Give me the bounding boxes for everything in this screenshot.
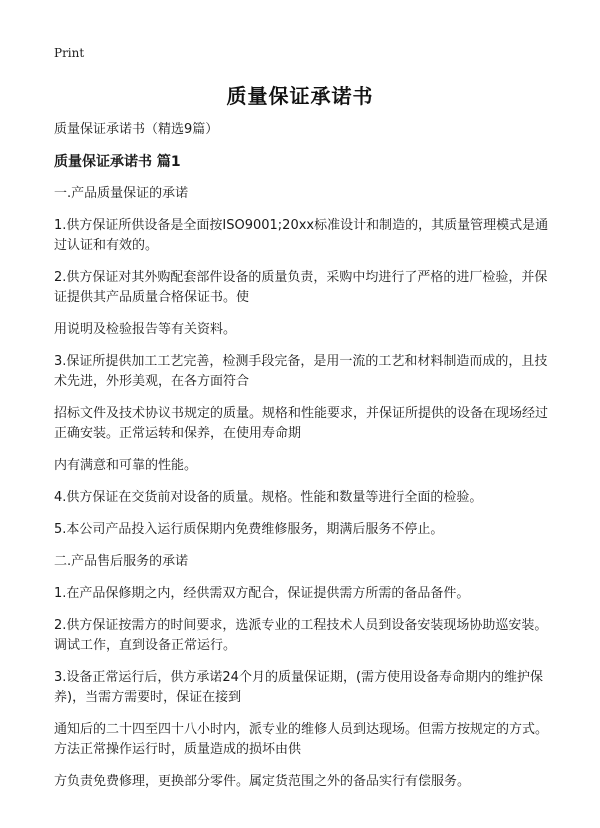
print-link[interactable]: Print [54, 46, 85, 60]
page-title: 质量保证承诺书 [226, 84, 374, 108]
paragraph: 方负责免费修理，更换部分零件。属定货范围之外的备品实行有偿服务。 [54, 774, 471, 789]
paragraph: 一.产品质量保证的承诺 [54, 186, 189, 201]
paragraph: 1.供方保证所供设备是全面按ISO9001;20xx标准设计和制造的，其质量管理模式是通过认证和有效的。 [54, 218, 549, 253]
paragraph: 4.供方保证在交货前对设备的质量。规格。性能和数量等进行全面的检验。 [54, 490, 483, 505]
paragraph: 用说明及检验报告等有关资料。 [54, 322, 237, 337]
paragraph: 3.设备正常运行后，供方承诺24个月的质量保证期，(需方使用设备寿命期内的维护保养)，当需方需要时，保证在接到 [54, 670, 544, 705]
paragraph: 2.供方保证按需方的时间要求，选派专业的工程技术人员到设备安装现场协助巡安装。调试工作，直到设备正常运行。 [54, 618, 548, 653]
paragraph: 2.供方保证对其外购配套部件设备的质量负责，采购中均进行了严格的进厂检验，并保证提供其产品质量合格保证书。使 [54, 270, 548, 305]
paragraph: 招标文件及技术协议书规定的质量。规格和性能要求，并保证所提供的设备在现场经过正确安装。正常运转和保养，在使用寿命期 [54, 406, 549, 441]
document-body [54, 120, 560, 804]
paragraph: 1.在产品保修期之内，经供需双方配合，保证提供需方所需的备品备件。 [54, 586, 470, 601]
paragraph: 二.产品售后服务的承诺 [54, 554, 189, 569]
paragraph: 内有满意和可靠的性能。 [54, 458, 198, 473]
paragraph: 质量保证承诺书（精选9篇） [54, 122, 219, 137]
paragraph: 通知后的二十四至四十八小时内，派专业的维修人员到达现场。但需方按规定的方式。方法正常操作运行时，质量造成的损坏由供 [54, 722, 549, 757]
paragraph: 5.本公司产品投入运行质保期内免费维修服务，期满后服务不停止。 [54, 522, 444, 537]
section-heading: 质量保证承诺书 篇1 [54, 154, 181, 170]
paragraph: 3.保证所提供加工工艺完善，检测手段完备，是用一流的工艺和材料制造而成的，且技术先进，外形美观，在各方面符合 [54, 354, 548, 389]
